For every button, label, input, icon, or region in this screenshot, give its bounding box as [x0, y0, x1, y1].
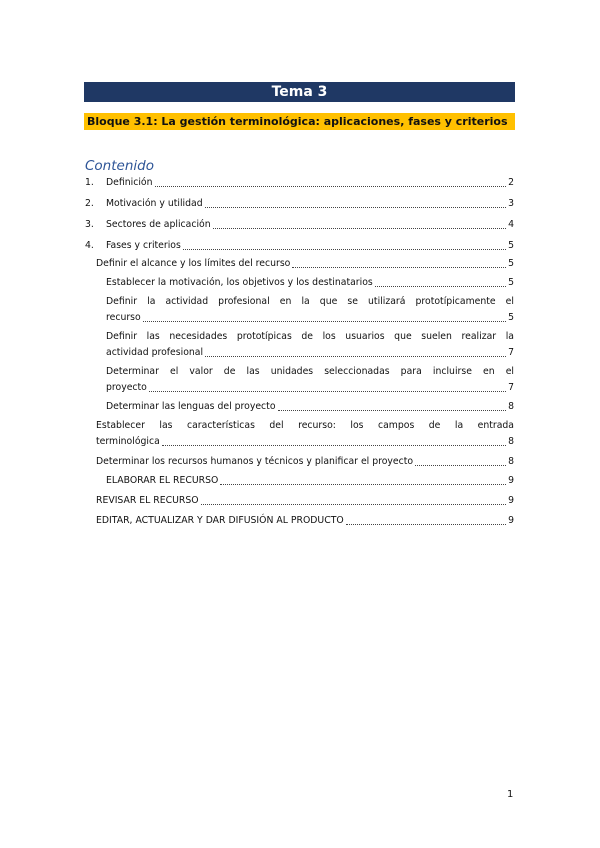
toc-entry-label: Determinar los recursos humanos y técnicos y planificar el proyecto [96, 456, 414, 467]
dot-leader [415, 465, 506, 466]
toc-entry-page: 2 [508, 177, 514, 188]
dot-leader [213, 228, 506, 229]
toc-entry-motivacion[interactable] [85, 196, 514, 212]
toc-entry-recursos-humanos[interactable] [85, 454, 514, 470]
toc-entry-elaborar[interactable] [85, 473, 514, 489]
toc-entry-sectores[interactable] [85, 217, 514, 233]
toc-entry-caracteristicas[interactable] [85, 418, 514, 450]
toc-entry-label: Definición [106, 177, 153, 188]
table-of-contents [85, 175, 514, 529]
dot-leader [220, 484, 506, 485]
toc-entry-number: 3. [85, 219, 94, 230]
toc-entry-label: Determinar las lenguas del proyecto [106, 401, 276, 412]
toc-entry-label-line2: proyecto [106, 382, 147, 393]
dot-leader [375, 286, 506, 287]
toc-entry-page: 7 [508, 382, 514, 393]
toc-entry-label: REVISAR EL RECURSO [96, 495, 199, 506]
toc-entry-valor[interactable] [85, 364, 514, 396]
toc-heading: Contenido [85, 158, 154, 174]
toc-entry-label-line1: Determinar el valor de las unidades seleccionadas para incluirse en el [106, 366, 514, 377]
toc-entry-fases[interactable] [85, 238, 514, 254]
document-title: Tema 3 [84, 82, 515, 102]
dot-leader [149, 391, 506, 392]
toc-entry-necesidades[interactable] [85, 329, 514, 361]
toc-entry-label-line1: Definir la actividad profesional en la que se utilizará prototípicamente el [106, 296, 514, 307]
toc-entry-label: ELABORAR EL RECURSO [106, 475, 219, 486]
toc-entry-number: 1. [85, 177, 94, 188]
toc-entry-label: Establecer la motivación, los objetivos y los destinatarios [106, 277, 373, 288]
dot-leader [292, 267, 506, 268]
toc-entry-page: 8 [508, 456, 514, 467]
toc-entry-editar[interactable] [85, 513, 514, 529]
toc-entry-page: 5 [508, 258, 514, 269]
toc-entry-page: 7 [508, 347, 514, 358]
dot-leader [201, 504, 506, 505]
page-number: 1 [507, 789, 514, 800]
toc-entry-alcance[interactable] [85, 256, 514, 272]
toc-entry-page: 9 [508, 515, 514, 526]
toc-entry-page: 5 [508, 240, 514, 251]
dot-leader [183, 249, 506, 250]
dot-leader [278, 410, 507, 411]
toc-entry-label-line1: Establecer las características del recurso: los campos de la entrada [96, 420, 514, 431]
toc-entry-motivacion-objetivos[interactable] [85, 275, 514, 291]
toc-entry-page: 4 [508, 219, 514, 230]
toc-entry-page: 9 [508, 475, 514, 486]
toc-entry-label-line1: Definir las necesidades prototípicas de los usuarios que suelen realizar la [106, 331, 514, 342]
toc-entry-definicion[interactable] [85, 175, 514, 191]
toc-entry-label: EDITAR, ACTUALIZAR Y DAR DIFUSIÓN AL PRODUCTO [96, 515, 344, 526]
toc-entry-page: 5 [508, 277, 514, 288]
toc-entry-page: 9 [508, 495, 514, 506]
toc-entry-label-line2: terminológica [96, 436, 160, 447]
toc-entry-label-line2: recurso [106, 312, 141, 323]
dot-leader [155, 186, 507, 187]
dot-leader [205, 207, 506, 208]
toc-entry-number: 4. [85, 240, 94, 251]
toc-entry-page: 8 [508, 401, 514, 412]
toc-entry-page: 3 [508, 198, 514, 209]
toc-entry-page: 8 [508, 436, 514, 447]
toc-entry-label: Definir el alcance y los límites del recurso [96, 258, 291, 269]
toc-entry-label: Motivación y utilidad [106, 198, 203, 209]
dot-leader [143, 321, 506, 322]
toc-entry-label: Sectores de aplicación [106, 219, 211, 230]
dot-leader [205, 356, 506, 357]
block-subtitle: Bloque 3.1: La gestión terminológica: aplicaciones, fases y criterios [84, 113, 515, 130]
toc-entry-revisar[interactable] [85, 493, 514, 509]
toc-entry-number: 2. [85, 198, 94, 209]
toc-entry-label-line2: actividad profesional [106, 347, 204, 358]
toc-entry-page: 5 [508, 312, 514, 323]
toc-entry-label: Fases y criterios [106, 240, 181, 251]
dot-leader [346, 524, 506, 525]
toc-entry-lenguas[interactable] [85, 399, 514, 415]
toc-entry-actividad[interactable] [85, 294, 514, 326]
dot-leader [162, 445, 506, 446]
